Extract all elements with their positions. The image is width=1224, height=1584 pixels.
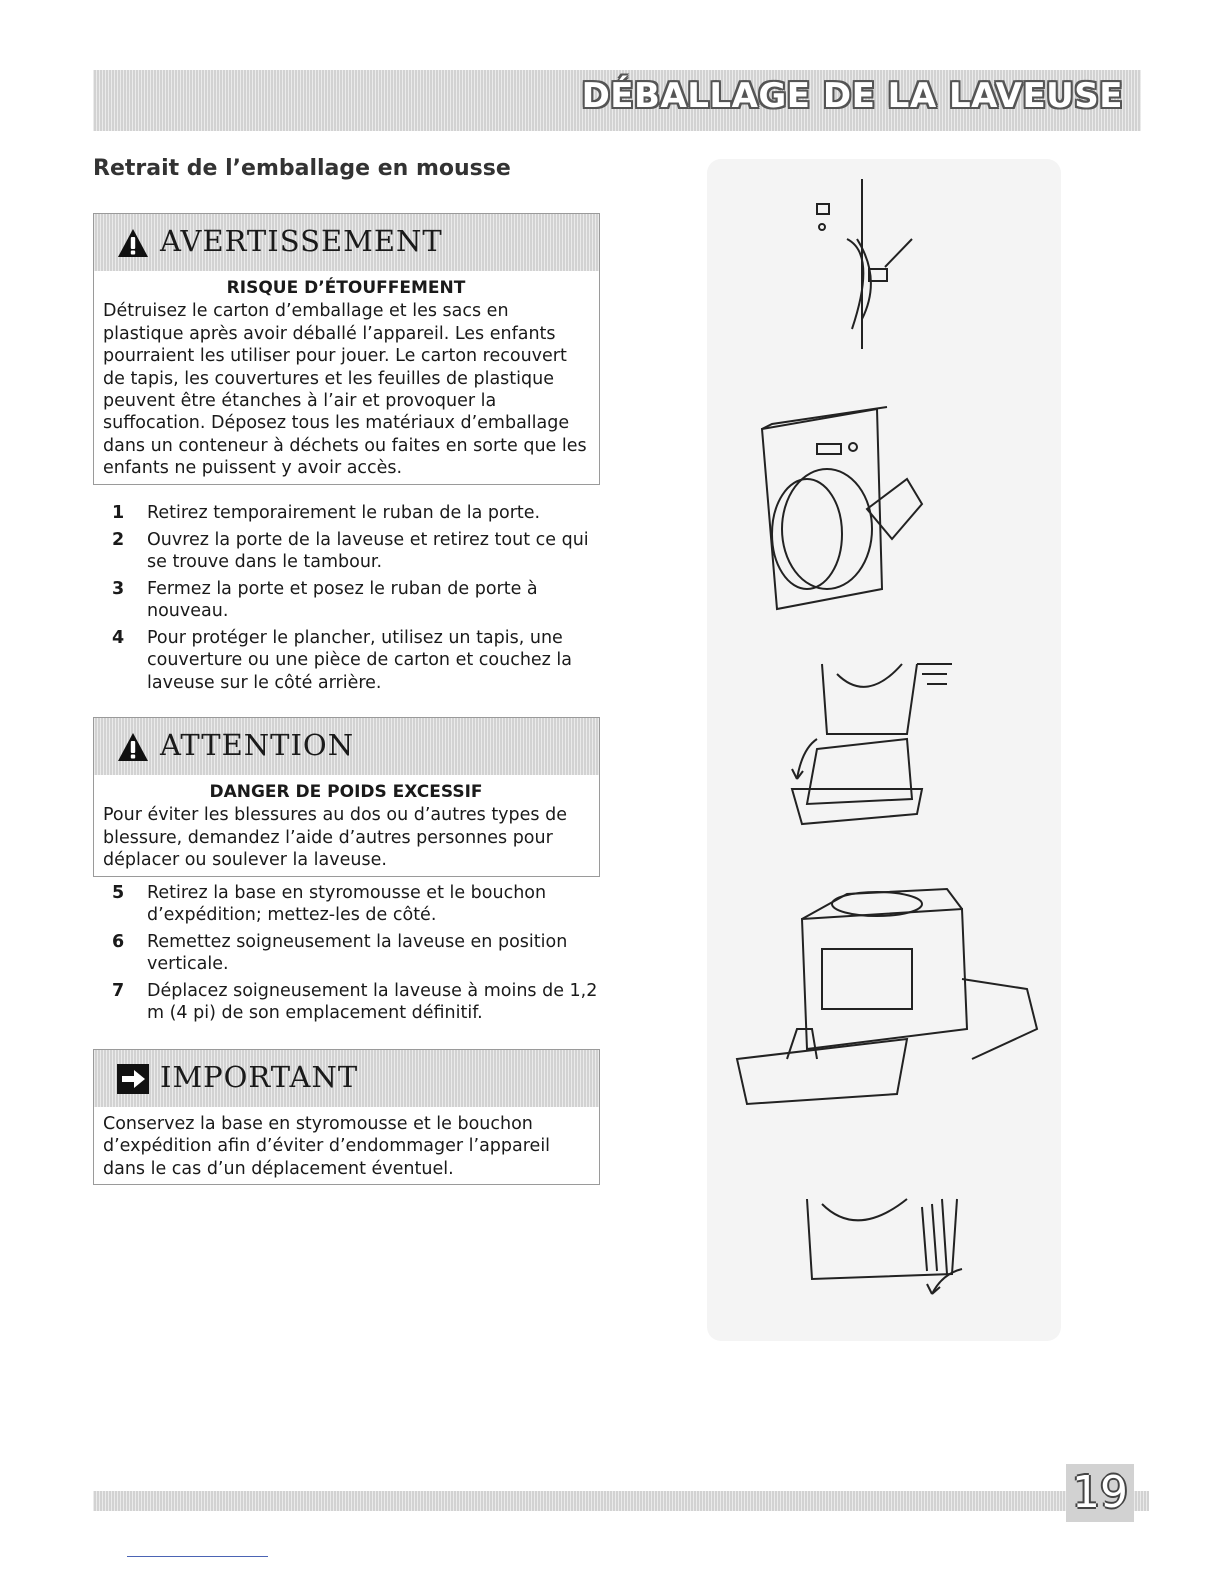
section-title: Retrait de l’emballage en mousse: [93, 156, 511, 181]
step-item: [112, 980, 602, 1025]
warning-title: AVERTISSEMENT: [160, 224, 443, 258]
step-number: 1: [112, 503, 125, 523]
warning-text: Détruisez le carton d’emballage et les sacs en plastique après avoir déballé l’appareil. Les enfants pourraient les utiliser pour jouer. Le carton recouvert de tapis, les couvertures et les feuilles de plastique peuvent être étanches à l’air et provoquer la suffocation. Déposez tous les matériaux d’emballage dans un conteneur à déchets ou faites en sorte que les enfants ne puissent y avoir accès.: [103, 301, 587, 479]
steps-list-1: [112, 502, 602, 698]
step-text: Retirez temporairement le ruban de la porte.: [147, 503, 541, 523]
footer-rule: [127, 1556, 268, 1557]
step-item: [112, 502, 602, 524]
footer-band: [93, 1491, 1149, 1511]
page-title: DÉBALLAGE DE LA LAVEUSE: [581, 76, 1123, 116]
illustration-panel: [707, 159, 1061, 1341]
upright-washer-illustration: [807, 1199, 962, 1294]
important-title: IMPORTANT: [160, 1060, 359, 1094]
caution-title: ATTENTION: [160, 728, 355, 762]
caution-subtitle: DANGER DE POIDS EXCESSIF: [209, 782, 483, 802]
step-number: 5: [112, 883, 125, 903]
step-number: 3: [112, 578, 125, 599]
warning-triangle-icon: [116, 227, 150, 259]
step-item: [112, 627, 602, 694]
step-text: Déplacez soigneusement la laveuse à moins de 1,2 m (4 pi) de son emplacement définitif.: [147, 981, 598, 1024]
warning-triangle-icon: [116, 731, 150, 763]
important-box: [93, 1049, 600, 1185]
caution-header: [94, 718, 599, 775]
page-number: 19: [1066, 1464, 1134, 1522]
warning-box: [93, 213, 600, 485]
step-text: Fermez la porte et posez le ruban de porte à nouveau.: [147, 578, 538, 622]
step-number: 2: [112, 529, 125, 550]
steps-list-2: [112, 882, 602, 1029]
arrow-right-box-icon: [116, 1063, 150, 1095]
header-band: [93, 70, 1141, 131]
step-text: Remettez soigneusement la laveuse en position verticale.: [147, 932, 568, 975]
step-number: 7: [112, 981, 125, 1002]
caution-box: [93, 717, 600, 877]
warning-header: [94, 214, 599, 271]
step-item: [112, 882, 602, 927]
important-header: [94, 1050, 599, 1107]
step-text: Pour protéger le plancher, utilisez un tapis, une couverture ou une pièce de carton et couchez la laveuse sur le côté arrière.: [147, 627, 573, 693]
washer-unpacking-illustration: [707, 159, 1061, 1341]
tilted-washer-illustration: [792, 664, 952, 824]
step-item: [112, 931, 602, 976]
step-number: 4: [112, 627, 125, 648]
step-text: Retirez la base en styromousse et le bouchon d’expédition; mettez-les de côté.: [147, 883, 547, 926]
warning-subtitle: RISQUE D’ÉTOUFFEMENT: [226, 278, 466, 298]
important-text: Conservez la base en styromousse et le bouchon d’expédition afin d’éviter d’endommager l’appareil dans le cas d’un déplacement éventuel.: [103, 1114, 551, 1179]
door-tape-illustration: [817, 179, 912, 349]
step-item: [112, 529, 602, 574]
step-item: [112, 578, 602, 623]
open-washer-illustration: [762, 407, 922, 609]
caution-text: Pour éviter les blessures au dos ou d’autres types de blessure, demandez l’aide d’autres personnes pour déplacer ou soulever la laveuse.: [103, 805, 567, 871]
step-number: 6: [112, 932, 125, 953]
step-text: Ouvrez la porte de la laveuse et retirez tout ce qui se trouve dans le tambour.: [147, 529, 589, 573]
styrofoam-base-illustration: [737, 889, 1037, 1104]
